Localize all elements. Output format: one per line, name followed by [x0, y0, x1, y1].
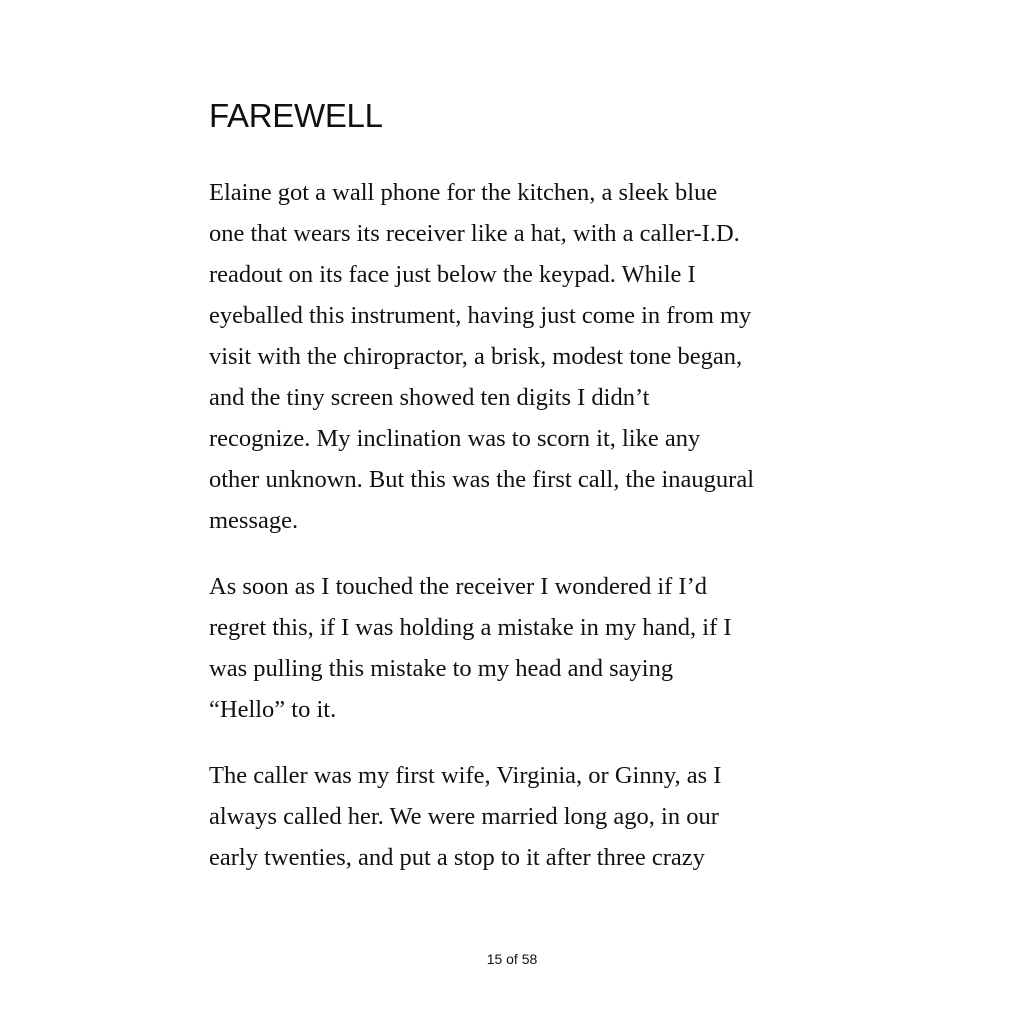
text-line: message.: [209, 507, 299, 534]
text-line: eyeballed this instrument, having just come in from my: [209, 302, 752, 329]
paragraph-3: [209, 755, 849, 878]
text-line: visit with the chiropractor, a brisk, modest tone began,: [209, 343, 743, 370]
text-line: regret this, if I was holding a mistake in my hand, if I: [209, 614, 732, 641]
paragraph-1: [209, 172, 849, 541]
text-line: and the tiny screen showed ten digits I didn’t: [209, 384, 650, 411]
chapter-title: FAREWELL: [209, 97, 383, 134]
text-line: As soon as I touched the receiver I wondered if I’d: [209, 573, 707, 600]
text-line: “Hello” to it.: [209, 696, 337, 723]
text-line: Elaine got a wall phone for the kitchen, a sleek blue: [209, 179, 718, 206]
text-line: always called her. We were married long ago, in our: [209, 803, 719, 830]
text-line: The caller was my first wife, Virginia, or Ginny, as I: [209, 762, 722, 789]
text-line: early twenties, and put a stop to it after three crazy: [209, 844, 705, 871]
text-line: recognize. My inclination was to scorn it, like any: [209, 425, 701, 452]
paragraph-2: [209, 566, 849, 730]
text-line: readout on its face just below the keypad. While I: [209, 261, 696, 288]
text-line: other unknown. But this was the first call, the inaugural: [209, 466, 755, 493]
text-line: was pulling this mistake to my head and saying: [209, 655, 674, 682]
page-indicator: 15 of 58: [486, 951, 538, 967]
text-line: one that wears its receiver like a hat, with a caller-I.D.: [209, 220, 740, 247]
body-text: [209, 172, 849, 903]
